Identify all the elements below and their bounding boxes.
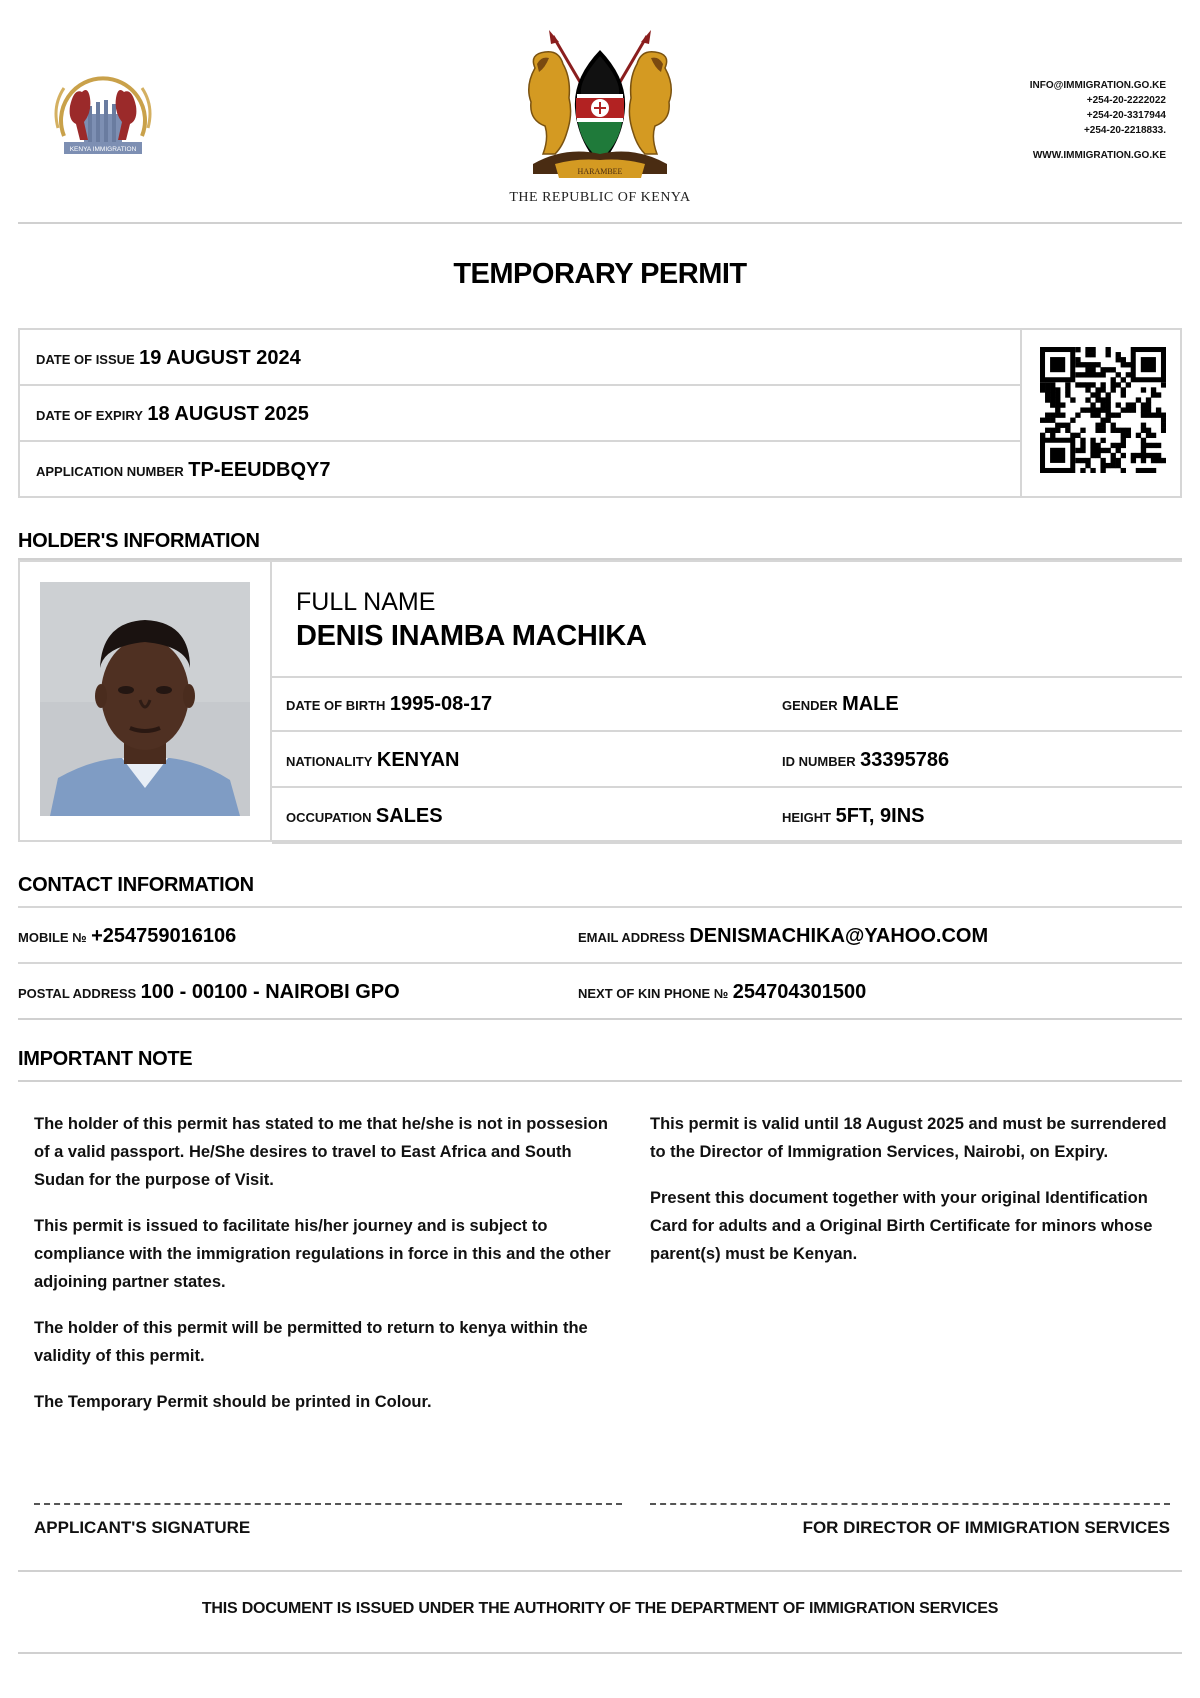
website-link[interactable]: WWW.IMMIGRATION.GO.KE	[1032, 150, 1166, 161]
qr-module	[1075, 362, 1080, 367]
qr-module	[1100, 407, 1105, 412]
qr-module	[1085, 387, 1090, 392]
expiry-date-value: 18 AUGUST 2025	[147, 403, 309, 425]
qr-module	[1141, 402, 1146, 407]
qr-module	[1095, 397, 1100, 402]
qr-module	[1111, 428, 1116, 433]
contact-row-mobile-email	[18, 906, 1182, 962]
qr-module	[1106, 402, 1111, 407]
qr-module	[1095, 362, 1100, 367]
qr-module	[1040, 387, 1045, 392]
qr-module	[1116, 463, 1121, 468]
qr-module	[1085, 458, 1090, 463]
qr-module	[1116, 413, 1121, 418]
qr-module	[1095, 372, 1100, 377]
qr-module	[1100, 372, 1105, 377]
fullname-block	[272, 562, 1182, 678]
motto-text: HARAMBEE	[577, 167, 623, 176]
qr-module	[1156, 413, 1161, 418]
qr-module	[1100, 367, 1105, 372]
qr-module	[1045, 392, 1050, 397]
qr-module	[1106, 407, 1111, 412]
qr-module	[1085, 407, 1090, 412]
qr-module	[1075, 357, 1080, 362]
contact-email[interactable]: INFO@IMMIGRATION.GO.KE	[1029, 80, 1166, 91]
applicant-signature-line	[34, 1503, 622, 1505]
contact-phone-2: +254-20-3317944	[1086, 110, 1166, 121]
contact-phone-1: +254-20-2222022	[1086, 95, 1166, 106]
qr-module	[1141, 458, 1146, 463]
qr-module	[1040, 418, 1045, 423]
qr-module	[1090, 367, 1095, 372]
holder-row-nationality-id	[272, 732, 1182, 788]
application-number-label: APPLICATION NUMBER	[36, 464, 184, 479]
qr-module	[1055, 423, 1060, 428]
qr-finder	[1050, 448, 1065, 463]
qr-module	[1100, 458, 1105, 463]
holder-info-box	[18, 560, 1182, 842]
qr-module	[1075, 382, 1080, 387]
qr-module	[1116, 458, 1121, 463]
qr-module	[1106, 367, 1111, 372]
qr-module	[1085, 397, 1090, 402]
qr-module	[1040, 382, 1045, 387]
qr-module	[1090, 382, 1095, 387]
qr-module	[1095, 387, 1100, 392]
qr-module	[1111, 413, 1116, 418]
qr-module	[1151, 468, 1156, 473]
qr-module	[1161, 418, 1166, 423]
qr-module	[1161, 382, 1166, 387]
qr-module	[1121, 433, 1126, 438]
qr-module	[1131, 453, 1136, 458]
qr-module	[1141, 438, 1146, 443]
qr-finder	[1141, 357, 1156, 372]
qr-module	[1121, 407, 1126, 412]
qr-module	[1151, 443, 1156, 448]
gender-value: MALE	[842, 693, 899, 715]
qr-module	[1075, 413, 1080, 418]
qr-module	[1085, 367, 1090, 372]
expiry-date-label: DATE OF EXPIRY	[36, 408, 143, 423]
holder-row-occupation-height	[272, 788, 1182, 844]
qr-module	[1121, 438, 1126, 443]
qr-module	[1151, 458, 1156, 463]
height-label: HEIGHT	[782, 810, 832, 825]
application-number-value: TP-EEUDBQY7	[188, 459, 331, 481]
qr-module	[1060, 423, 1065, 428]
qr-module	[1126, 433, 1131, 438]
qr-module	[1085, 362, 1090, 367]
qr-module	[1085, 372, 1090, 377]
note-section-title: IMPORTANT NOTE	[18, 1048, 193, 1070]
qr-module	[1100, 418, 1105, 423]
qr-module	[1141, 448, 1146, 453]
qr-module	[1146, 433, 1151, 438]
issue-date-value: 19 AUGUST 2024	[139, 347, 301, 369]
qr-module	[1090, 453, 1095, 458]
applicant-signature-label: APPLICANT'S SIGNATURE	[34, 1518, 251, 1537]
qr-module	[1100, 463, 1105, 468]
qr-module	[1080, 372, 1085, 377]
qr-module	[1116, 428, 1121, 433]
qr-module	[1050, 433, 1055, 438]
qr-module	[1116, 443, 1121, 448]
qr-module	[1050, 387, 1055, 392]
qr-module	[1111, 458, 1116, 463]
qr-module	[1095, 392, 1100, 397]
qr-module	[1090, 362, 1095, 367]
qr-module	[1141, 428, 1146, 433]
footer-divider-bottom	[18, 1652, 1182, 1654]
qr-module	[1065, 387, 1070, 392]
qr-module	[1106, 397, 1111, 402]
id-number-label: ID NUMBER	[782, 754, 856, 769]
qr-module	[1090, 352, 1095, 357]
qr-module	[1055, 392, 1060, 397]
qr-module	[1136, 397, 1141, 402]
holder-details	[270, 560, 1182, 842]
qr-module	[1045, 413, 1050, 418]
qr-module	[1161, 423, 1166, 428]
qr-module	[1090, 407, 1095, 412]
postal-label: POSTAL ADDRESS	[18, 986, 137, 1001]
qr-module	[1141, 453, 1146, 458]
qr-module	[1146, 402, 1151, 407]
qr-module	[1100, 387, 1105, 392]
note-paragraph: The holder of this permit will be permitted to return to kenya within the validity of this permit.	[34, 1319, 588, 1365]
qr-module	[1156, 453, 1161, 458]
qr-module	[1121, 392, 1126, 397]
qr-module	[1085, 347, 1090, 352]
director-signature-label: FOR DIRECTOR OF IMMIGRATION SERVICES	[802, 1518, 1170, 1537]
email-value: DENISMACHIKA@YAHOO.COM	[689, 925, 989, 947]
issue-date-row	[20, 330, 1020, 386]
qr-module	[1090, 372, 1095, 377]
height-value: 5FT, 9INS	[835, 805, 925, 827]
qr-module	[1095, 443, 1100, 448]
qr-module	[1090, 392, 1095, 397]
occupation-label: OCCUPATION	[286, 810, 372, 825]
qr-module	[1146, 468, 1151, 473]
qr-module	[1151, 413, 1156, 418]
qr-module	[1141, 387, 1146, 392]
qr-module	[1111, 463, 1116, 468]
qr-module	[1095, 448, 1100, 453]
qr-module	[1080, 448, 1085, 453]
qr-module	[1111, 423, 1116, 428]
qr-module	[1111, 387, 1116, 392]
qr-module	[1070, 433, 1075, 438]
contact-section-title: CONTACT INFORMATION	[18, 874, 254, 896]
permit-details-box	[18, 328, 1182, 498]
gender-label: GENDER	[782, 698, 838, 713]
contact-divider	[18, 1018, 1182, 1020]
note-right-column	[650, 1110, 1180, 1286]
qr-code-cell	[1020, 330, 1180, 496]
qr-module	[1055, 387, 1060, 392]
coat-of-arms-emblem	[515, 28, 685, 188]
note-paragraph: The Temporary Permit should be printed in Colour.	[34, 1393, 432, 1411]
qr-module	[1100, 397, 1105, 402]
contact-row-postal-kin	[18, 962, 1182, 1018]
qr-module	[1095, 407, 1100, 412]
qr-module	[1126, 407, 1131, 412]
qr-module	[1050, 382, 1055, 387]
qr-module	[1085, 382, 1090, 387]
qr-module	[1156, 458, 1161, 463]
qr-module	[1151, 433, 1156, 438]
qr-module	[1161, 413, 1166, 418]
dob-label: DATE OF BIRTH	[286, 698, 386, 713]
qr-module	[1126, 402, 1131, 407]
mobile-value: +254759016106	[91, 925, 237, 947]
postal-value: 100 - 00100 - NAIROBI GPO	[140, 981, 400, 1003]
qr-module	[1080, 468, 1085, 473]
nationality-label: NATIONALITY	[286, 754, 373, 769]
qr-module	[1080, 443, 1085, 448]
qr-module	[1116, 352, 1121, 357]
qr-module	[1106, 392, 1111, 397]
qr-module	[1116, 448, 1121, 453]
qr-module	[1095, 423, 1100, 428]
kin-phone-label: NEXT OF KIN PHONE №	[578, 986, 729, 1001]
qr-module	[1080, 458, 1085, 463]
dob-value: 1995-08-17	[389, 693, 493, 715]
qr-module	[1095, 413, 1100, 418]
holder-photo	[40, 582, 250, 816]
qr-module	[1050, 402, 1055, 407]
qr-module	[1045, 387, 1050, 392]
qr-module	[1161, 458, 1166, 463]
qr-module	[1136, 468, 1141, 473]
qr-module	[1075, 433, 1080, 438]
qr-module	[1090, 402, 1095, 407]
qr-module	[1126, 362, 1131, 367]
qr-module	[1055, 397, 1060, 402]
qr-module	[1141, 423, 1146, 428]
qr-module	[1161, 428, 1166, 433]
qr-module	[1111, 453, 1116, 458]
qr-module	[1045, 428, 1050, 433]
qr-module	[1141, 443, 1146, 448]
director-signature-line	[650, 1503, 1170, 1505]
footer-authority: THIS DOCUMENT IS ISSUED UNDER THE AUTHORITY OF THE DEPARTMENT OF IMMIGRATION SERVICES	[201, 1600, 999, 1617]
qr-module	[1080, 382, 1085, 387]
contact-phone-3: +254-20-2218833.	[1083, 125, 1166, 136]
qr-module	[1085, 463, 1090, 468]
qr-module	[1126, 428, 1131, 433]
qr-module	[1060, 402, 1065, 407]
note-paragraph: This permit is valid until 18 August 2025 and must be surrendered to the Director of Immigration Services, Nairobi, on Expiry.	[650, 1115, 1167, 1161]
application-number-row	[20, 442, 1020, 498]
logo-text: KENYA IMMIGRATION	[69, 146, 137, 153]
qr-module	[1146, 443, 1151, 448]
republic-label: THE REPUBLIC OF KENYA	[509, 190, 691, 205]
qr-module	[1065, 382, 1070, 387]
photo-cell	[18, 560, 270, 842]
qr-module	[1116, 357, 1121, 362]
qr-module	[1100, 438, 1105, 443]
qr-module	[1136, 433, 1141, 438]
qr-module	[1151, 392, 1156, 397]
qr-module	[1065, 392, 1070, 397]
holder-row-dob-gender	[272, 676, 1182, 732]
qr-module	[1111, 377, 1116, 382]
qr-module	[1131, 407, 1136, 412]
qr-module	[1116, 402, 1121, 407]
issue-date-label: DATE OF ISSUE	[36, 352, 135, 367]
qr-module	[1131, 402, 1136, 407]
mobile-label: MOBILE №	[18, 930, 87, 945]
document-header	[0, 0, 1200, 225]
qr-module	[1075, 448, 1080, 453]
qr-module	[1090, 468, 1095, 473]
qr-module	[1090, 443, 1095, 448]
fullname-label: FULL NAME	[296, 588, 436, 616]
id-number-value: 33395786	[860, 749, 950, 771]
qr-module	[1100, 448, 1105, 453]
qr-module	[1151, 453, 1156, 458]
qr-module	[1100, 468, 1105, 473]
qr-module	[1136, 453, 1141, 458]
qr-module	[1141, 413, 1146, 418]
qr-module	[1146, 413, 1151, 418]
qr-module	[1116, 382, 1121, 387]
qr-module	[1080, 362, 1085, 367]
qr-module	[1045, 418, 1050, 423]
qr-module	[1090, 438, 1095, 443]
qr-module	[1065, 423, 1070, 428]
qr-module	[1106, 347, 1111, 352]
qr-module	[1050, 428, 1055, 433]
qr-module	[1146, 428, 1151, 433]
qr-module	[1100, 428, 1105, 433]
qr-module	[1095, 428, 1100, 433]
qr-module	[1141, 407, 1146, 412]
qr-module	[1090, 347, 1095, 352]
qr-module	[1100, 402, 1105, 407]
qr-module	[1100, 382, 1105, 387]
note-left-column	[34, 1110, 614, 1434]
qr-module	[1121, 377, 1126, 382]
qr-module	[1146, 407, 1151, 412]
qr-module	[1080, 428, 1085, 433]
qr-module	[1156, 392, 1161, 397]
qr-module	[1121, 387, 1126, 392]
expiry-date-row	[20, 386, 1020, 442]
page-title: TEMPORARY PERMIT	[453, 258, 747, 290]
email-label: EMAIL ADDRESS	[578, 930, 685, 945]
note-paragraph: This permit is issued to facilitate his/her journey and is subject to compliance with the immigration regulations in force in this and the other adjoining partner states.	[34, 1217, 611, 1291]
qr-module	[1116, 372, 1121, 377]
qr-module	[1055, 407, 1060, 412]
qr-module	[1045, 382, 1050, 387]
qr-module	[1050, 392, 1055, 397]
qr-module	[1106, 463, 1111, 468]
qr-module	[1106, 418, 1111, 423]
qr-module	[1070, 397, 1075, 402]
holder-section-title: HOLDER'S INFORMATION	[18, 530, 260, 552]
qr-module	[1156, 443, 1161, 448]
immigration-logo	[44, 66, 162, 170]
qr-code	[1040, 347, 1166, 473]
qr-finder	[1050, 357, 1065, 372]
qr-module	[1106, 413, 1111, 418]
qr-module	[1121, 362, 1126, 367]
note-paragraph: Present this document together with your original Identification Card for adults and a Original Birth Certificate for minors whose parent(s) must be Kenyan.	[650, 1189, 1153, 1263]
qr-module	[1131, 458, 1136, 463]
qr-module	[1065, 428, 1070, 433]
qr-module	[1095, 453, 1100, 458]
note-divider	[18, 1080, 1182, 1082]
qr-module	[1106, 448, 1111, 453]
qr-module	[1126, 372, 1131, 377]
qr-module	[1080, 407, 1085, 412]
qr-module	[1090, 413, 1095, 418]
qr-module	[1075, 347, 1080, 352]
qr-module	[1085, 352, 1090, 357]
qr-module	[1080, 438, 1085, 443]
qr-module	[1121, 468, 1126, 473]
qr-module	[1070, 418, 1075, 423]
qr-module	[1050, 397, 1055, 402]
qr-module	[1090, 448, 1095, 453]
qr-module	[1146, 453, 1151, 458]
qr-module	[1055, 428, 1060, 433]
contact-block	[1030, 78, 1166, 163]
fullname-value: DENIS INAMBA MACHIKA	[296, 620, 647, 652]
qr-module	[1040, 433, 1045, 438]
qr-module	[1055, 402, 1060, 407]
qr-module	[1075, 372, 1080, 377]
qr-module	[1121, 428, 1126, 433]
nationality-value: KENYAN	[376, 749, 460, 771]
qr-module	[1050, 413, 1055, 418]
note-paragraph: The holder of this permit has stated to me that he/she is not in possesion of a valid passport. He/She desires to travel to East Africa and South Sudan for the purpose of Visit.	[34, 1115, 608, 1189]
qr-module	[1055, 413, 1060, 418]
qr-module	[1121, 443, 1126, 448]
qr-module	[1106, 352, 1111, 357]
qr-module	[1151, 387, 1156, 392]
qr-module	[1045, 397, 1050, 402]
qr-module	[1126, 382, 1131, 387]
qr-module	[1141, 468, 1146, 473]
qr-module	[1111, 382, 1116, 387]
occupation-value: SALES	[375, 805, 443, 827]
qr-module	[1100, 423, 1105, 428]
footer-divider-top	[18, 1570, 1182, 1572]
qr-module	[1121, 453, 1126, 458]
qr-module	[1111, 443, 1116, 448]
header-divider	[18, 222, 1182, 224]
qr-module	[1121, 357, 1126, 362]
kin-phone-value: 254704301500	[732, 981, 867, 1003]
qr-module	[1111, 367, 1116, 372]
qr-module	[1050, 418, 1055, 423]
qr-module	[1146, 397, 1151, 402]
qr-module	[1075, 458, 1080, 463]
qr-module	[1060, 413, 1065, 418]
qr-module	[1156, 407, 1161, 412]
